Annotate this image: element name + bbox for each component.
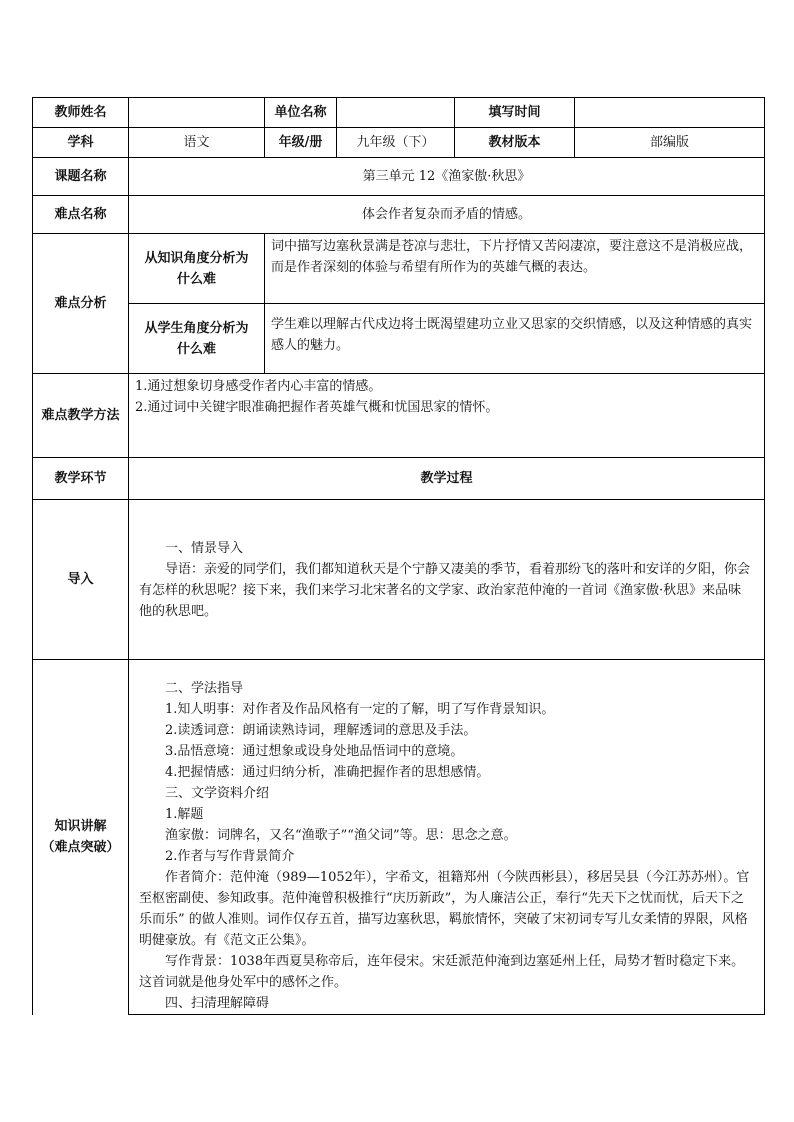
method-step: 1.知人明事：对作者及作品风格有一定的了解，明了写作背景知识。 xyxy=(165,702,555,717)
teacher-name-value[interactable] xyxy=(129,98,265,128)
knowledge-label-line2: （难点突破） xyxy=(41,840,120,856)
fill-time-value[interactable] xyxy=(575,98,765,128)
title-explain-heading: 1.解题 xyxy=(165,807,204,822)
subject-value: 语文 xyxy=(129,128,265,158)
lesson-plan-sheet xyxy=(32,97,764,1015)
knowledge-row xyxy=(33,660,765,1015)
intro-row xyxy=(33,500,765,660)
analysis-label: 难点分析 xyxy=(33,234,129,374)
grade-value: 九年级（下） xyxy=(337,128,455,158)
intro-content xyxy=(129,500,765,660)
fill-time-label: 填写时间 xyxy=(455,98,575,128)
writing-background-text: 写作背景：1038年西夏昊称帝后，连年侵宋。宋廷派范仲淹到边塞延州上任，局势才暂时稳定下来。这首词就是他身处军中的感怀之作。 xyxy=(139,954,745,990)
method-row xyxy=(33,374,765,458)
literature-heading: 三、文学资料介绍 xyxy=(165,786,270,801)
topic-label: 课题名称 xyxy=(33,158,129,196)
method-item: 2.通过词中关键字眼准确把握作者英雄气概和忧国思家的情怀。 xyxy=(135,400,499,415)
method-label: 难点教学方法 xyxy=(33,374,129,458)
author-intro-text: 作者简介：范仲淹（989—1052年），字希文，祖籍郑州（今陕西彬县），移居吴县（今江苏苏州）。官至枢密副使、参知政事。范仲淹曾积极推行“庆历新政”，为人廉洁公正，奉行“先天下之忧而忧，后天下之乐而乐” 的做人准则。词作仅存五首，描写边塞秋思，羁旅情怀，突破了宋初词专写儿女柔情的界限，风格明健豪放。有《范文正公集》。 xyxy=(139,870,750,948)
grade-label: 年级/册 xyxy=(265,128,337,158)
learning-method-heading: 二、学法指导 xyxy=(165,681,244,696)
method-item: 1.通过想象切身感受作者内心丰富的情感。 xyxy=(135,379,382,394)
unit-name-value[interactable] xyxy=(337,98,455,128)
title-explain-text: 渔家傲：词牌名，又名“渔歌子”“渔父词”等。思：思念之意。 xyxy=(165,828,517,843)
method-step: 2.读透词意：朗诵读熟诗词，理解透词的意思及手法。 xyxy=(165,723,477,738)
knowledge-angle-text: 词中描写边塞秋景满是苍凉与悲壮，下片抒情又苦闷凄凉，要注意这不是消极应战，而是作者深刻的体验与希望有所作为的英雄气概的表达。 xyxy=(265,234,765,304)
method-step: 4.把握情感：通过归纳分析，准确把握作者的思想感情。 xyxy=(165,765,490,780)
topic-value: 第三单元 12《渔家傲·秋思》 xyxy=(129,158,765,196)
method-content xyxy=(129,374,765,458)
intro-text: 导语：亲爱的同学们，我们都知道秋天是个宁静又凄美的季节，看着那纷飞的落叶和安详的夕阳，你会有怎样的秋思呢？接下来，我们来学习北宋著名的文学家、政治家范仲淹的一首词《渔家傲·秋思》来品味他的秋思吧。 xyxy=(139,561,751,619)
author-background-heading: 2.作者与写作背景简介 xyxy=(165,849,295,864)
unit-name-label: 单位名称 xyxy=(265,98,337,128)
subject-row xyxy=(33,128,765,158)
edition-value: 部编版 xyxy=(575,128,765,158)
intro-label: 导入 xyxy=(33,500,129,660)
lesson-plan-table xyxy=(32,97,765,1015)
knowledge-content xyxy=(129,660,765,1015)
knowledge-label xyxy=(33,660,129,1015)
process-header-label: 教学过程 xyxy=(129,458,765,500)
student-angle-label: 从学生角度分析为什么难 xyxy=(129,304,265,374)
teacher-name-label: 教师姓名 xyxy=(33,98,129,128)
process-header-row xyxy=(33,458,765,500)
analysis-student-row xyxy=(33,304,765,374)
topic-row xyxy=(33,158,765,196)
header-row xyxy=(33,98,765,128)
knowledge-angle-label: 从知识角度分析为什么难 xyxy=(129,234,265,304)
stage-header-label: 教学环节 xyxy=(33,458,129,500)
student-angle-text: 学生难以理解古代戍边将士既渴望建功立业又思家的交织情感，以及这种情感的真实感人的魅力。 xyxy=(265,304,765,374)
difficulty-row xyxy=(33,196,765,234)
edition-label: 教材版本 xyxy=(455,128,575,158)
difficulty-value: 体会作者复杂而矛盾的情感。 xyxy=(129,196,765,234)
subject-label: 学科 xyxy=(33,128,129,158)
difficulty-label: 难点名称 xyxy=(33,196,129,234)
obstacles-heading: 四、扫清理解障碍 xyxy=(165,996,270,1011)
method-step: 3.品悟意境：通过想象或设身处地品悟词中的意境。 xyxy=(165,744,464,759)
knowledge-label-line1: 知识讲解 xyxy=(54,819,107,835)
analysis-knowledge-row xyxy=(33,234,765,304)
intro-heading: 一、情景导入 xyxy=(165,540,244,556)
